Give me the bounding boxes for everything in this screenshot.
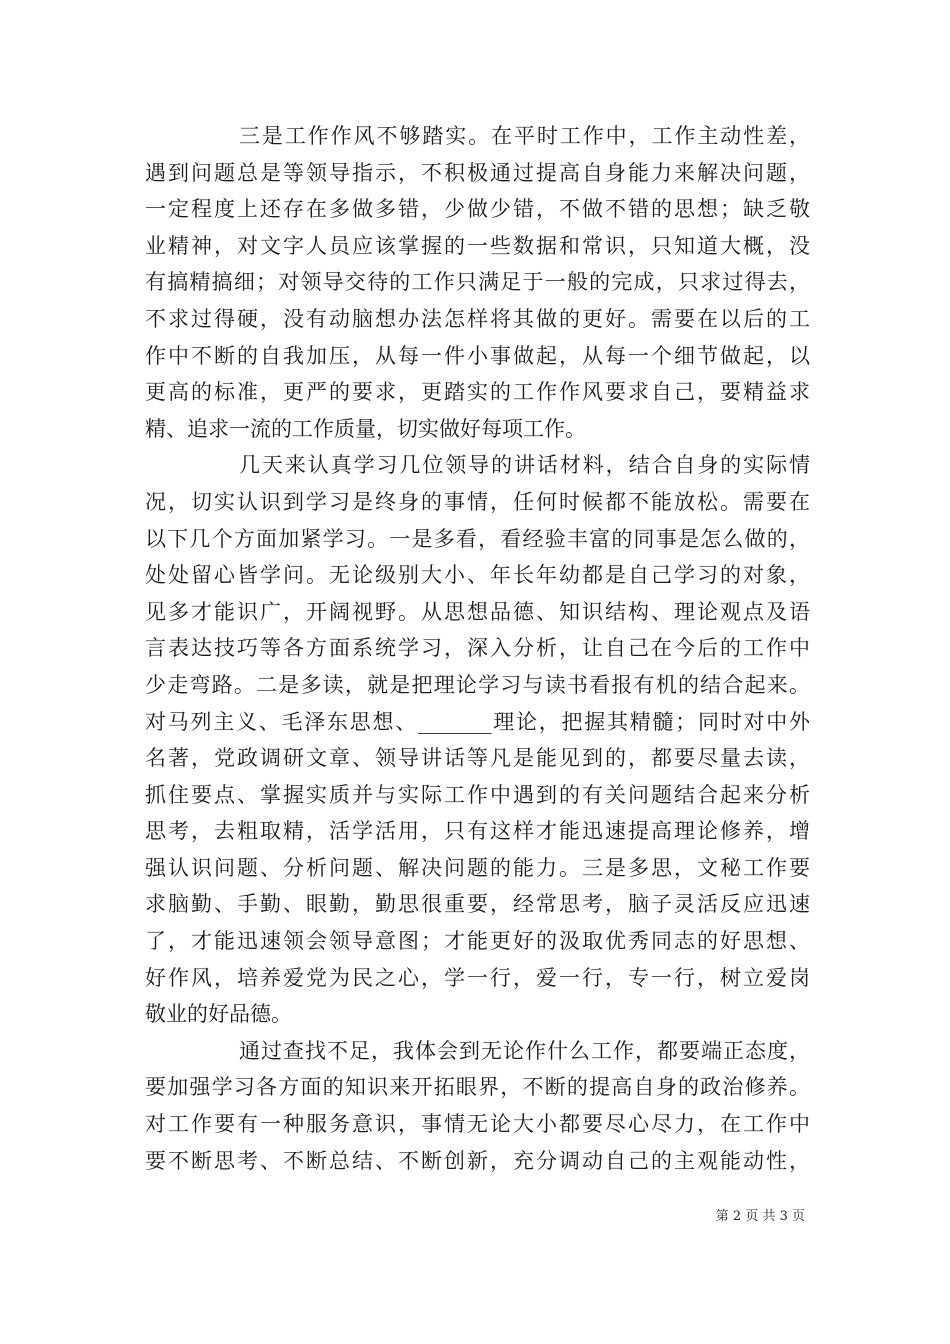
text-line: 要不断思考、不断总结、不断创新，充分调动自己的主观能动性，	[145, 1148, 810, 1173]
text-line: 少走弯路。二是多读，就是把理论学习与读书看报有机的结合起来。	[145, 672, 810, 697]
text-line: 三是工作作风不够踏实。在平时工作中，工作主动性差，	[239, 124, 810, 148]
text-line: 业精神，对文字人员应该掌握的一些数据和常识，只知道大概，没	[145, 233, 810, 258]
paragraph-conclusion	[145, 1033, 810, 1179]
paragraph-work-style	[145, 118, 810, 447]
text-line: 求脑勤、手勤、眼勤，勤思很重要，经常思考，脑子灵活反应迅速	[145, 892, 810, 917]
document-body	[145, 118, 810, 1179]
text-line: 强认识问题、分析问题、解决问题的能力。三是多思，文秘工作要	[145, 855, 810, 880]
text-line: 抓住要点、掌握实质并与实际工作中遇到的有关问题结合起来分析	[145, 782, 810, 807]
text-line: 言表达技巧等各方面系统学习，深入分析，让自己在今后的工作中	[145, 636, 810, 661]
paragraph-study	[145, 447, 810, 1033]
text-line: 作中不断的自我加压，从每一件小事做起，从每一个细节做起，以	[145, 343, 810, 368]
text-line: 见多才能识广，开阔视野。从思想品德、知识结构、理论观点及语	[145, 599, 810, 624]
page-number-footer: 第 2 页 共 3 页	[715, 1209, 805, 1224]
text-line: 有搞精搞细；对领导交待的工作只满足于一般的完成，只求过得去，	[145, 270, 810, 295]
text-line: 以下几个方面加紧学习。一是多看，看经验丰富的同事是怎么做的，	[145, 526, 810, 551]
text-line: 遇到问题总是等领导指示，不积极通过提高自身能力来解决问题，	[145, 160, 810, 185]
text-line: 要加强学习各方面的知识来开拓眼界，不断的提高自身的政治修养。	[145, 1075, 810, 1100]
text-line: 敬业的好品德。	[145, 1002, 292, 1027]
text-line: 更高的标准，更严的要求，更踏实的工作作风要求自己，要精益求	[145, 380, 810, 405]
text-line: 了，才能迅速领会领导意图；才能更好的汲取优秀同志的好思想、	[145, 929, 810, 954]
text-line: 对马列主义、毛泽东思想、_______理论，把握其精髓；同时对中外	[145, 709, 810, 734]
text-line: 处处留心皆学问。无论级别大小、年长年幼都是自己学习的对象，	[145, 563, 810, 588]
text-line: 名著，党政调研文章、领导讲话等凡是能见到的，都要尽量去读，	[145, 746, 810, 771]
text-line: 几天来认真学习几位领导的讲话材料，结合自身的实际情	[239, 453, 810, 478]
text-line: 不求过得硬，没有动脑想办法怎样将其做的更好。需要在以后的工	[145, 306, 810, 331]
text-line: 精、追求一流的工作质量，切实做好每项工作。	[145, 416, 586, 441]
text-line: 对工作要有一种服务意识，事情无论大小都要尽心尽力，在工作中	[145, 1112, 810, 1137]
text-line: 思考，去粗取精，活学活用，只有这样才能迅速提高理论修养，增	[145, 819, 810, 844]
text-line: 好作风，培养爱党为民之心，学一行，爱一行，专一行，树立爱岗	[145, 965, 810, 990]
text-line: 况，切实认识到学习是终身的事情，任何时候都不能放松。需要在	[145, 489, 810, 514]
text-line: 通过查找不足，我体会到无论作什么工作，都要端正态度，	[239, 1038, 810, 1063]
text-line: 一定程度上还存在多做多错，少做少错，不做不错的思想；缺乏敬	[145, 197, 810, 222]
